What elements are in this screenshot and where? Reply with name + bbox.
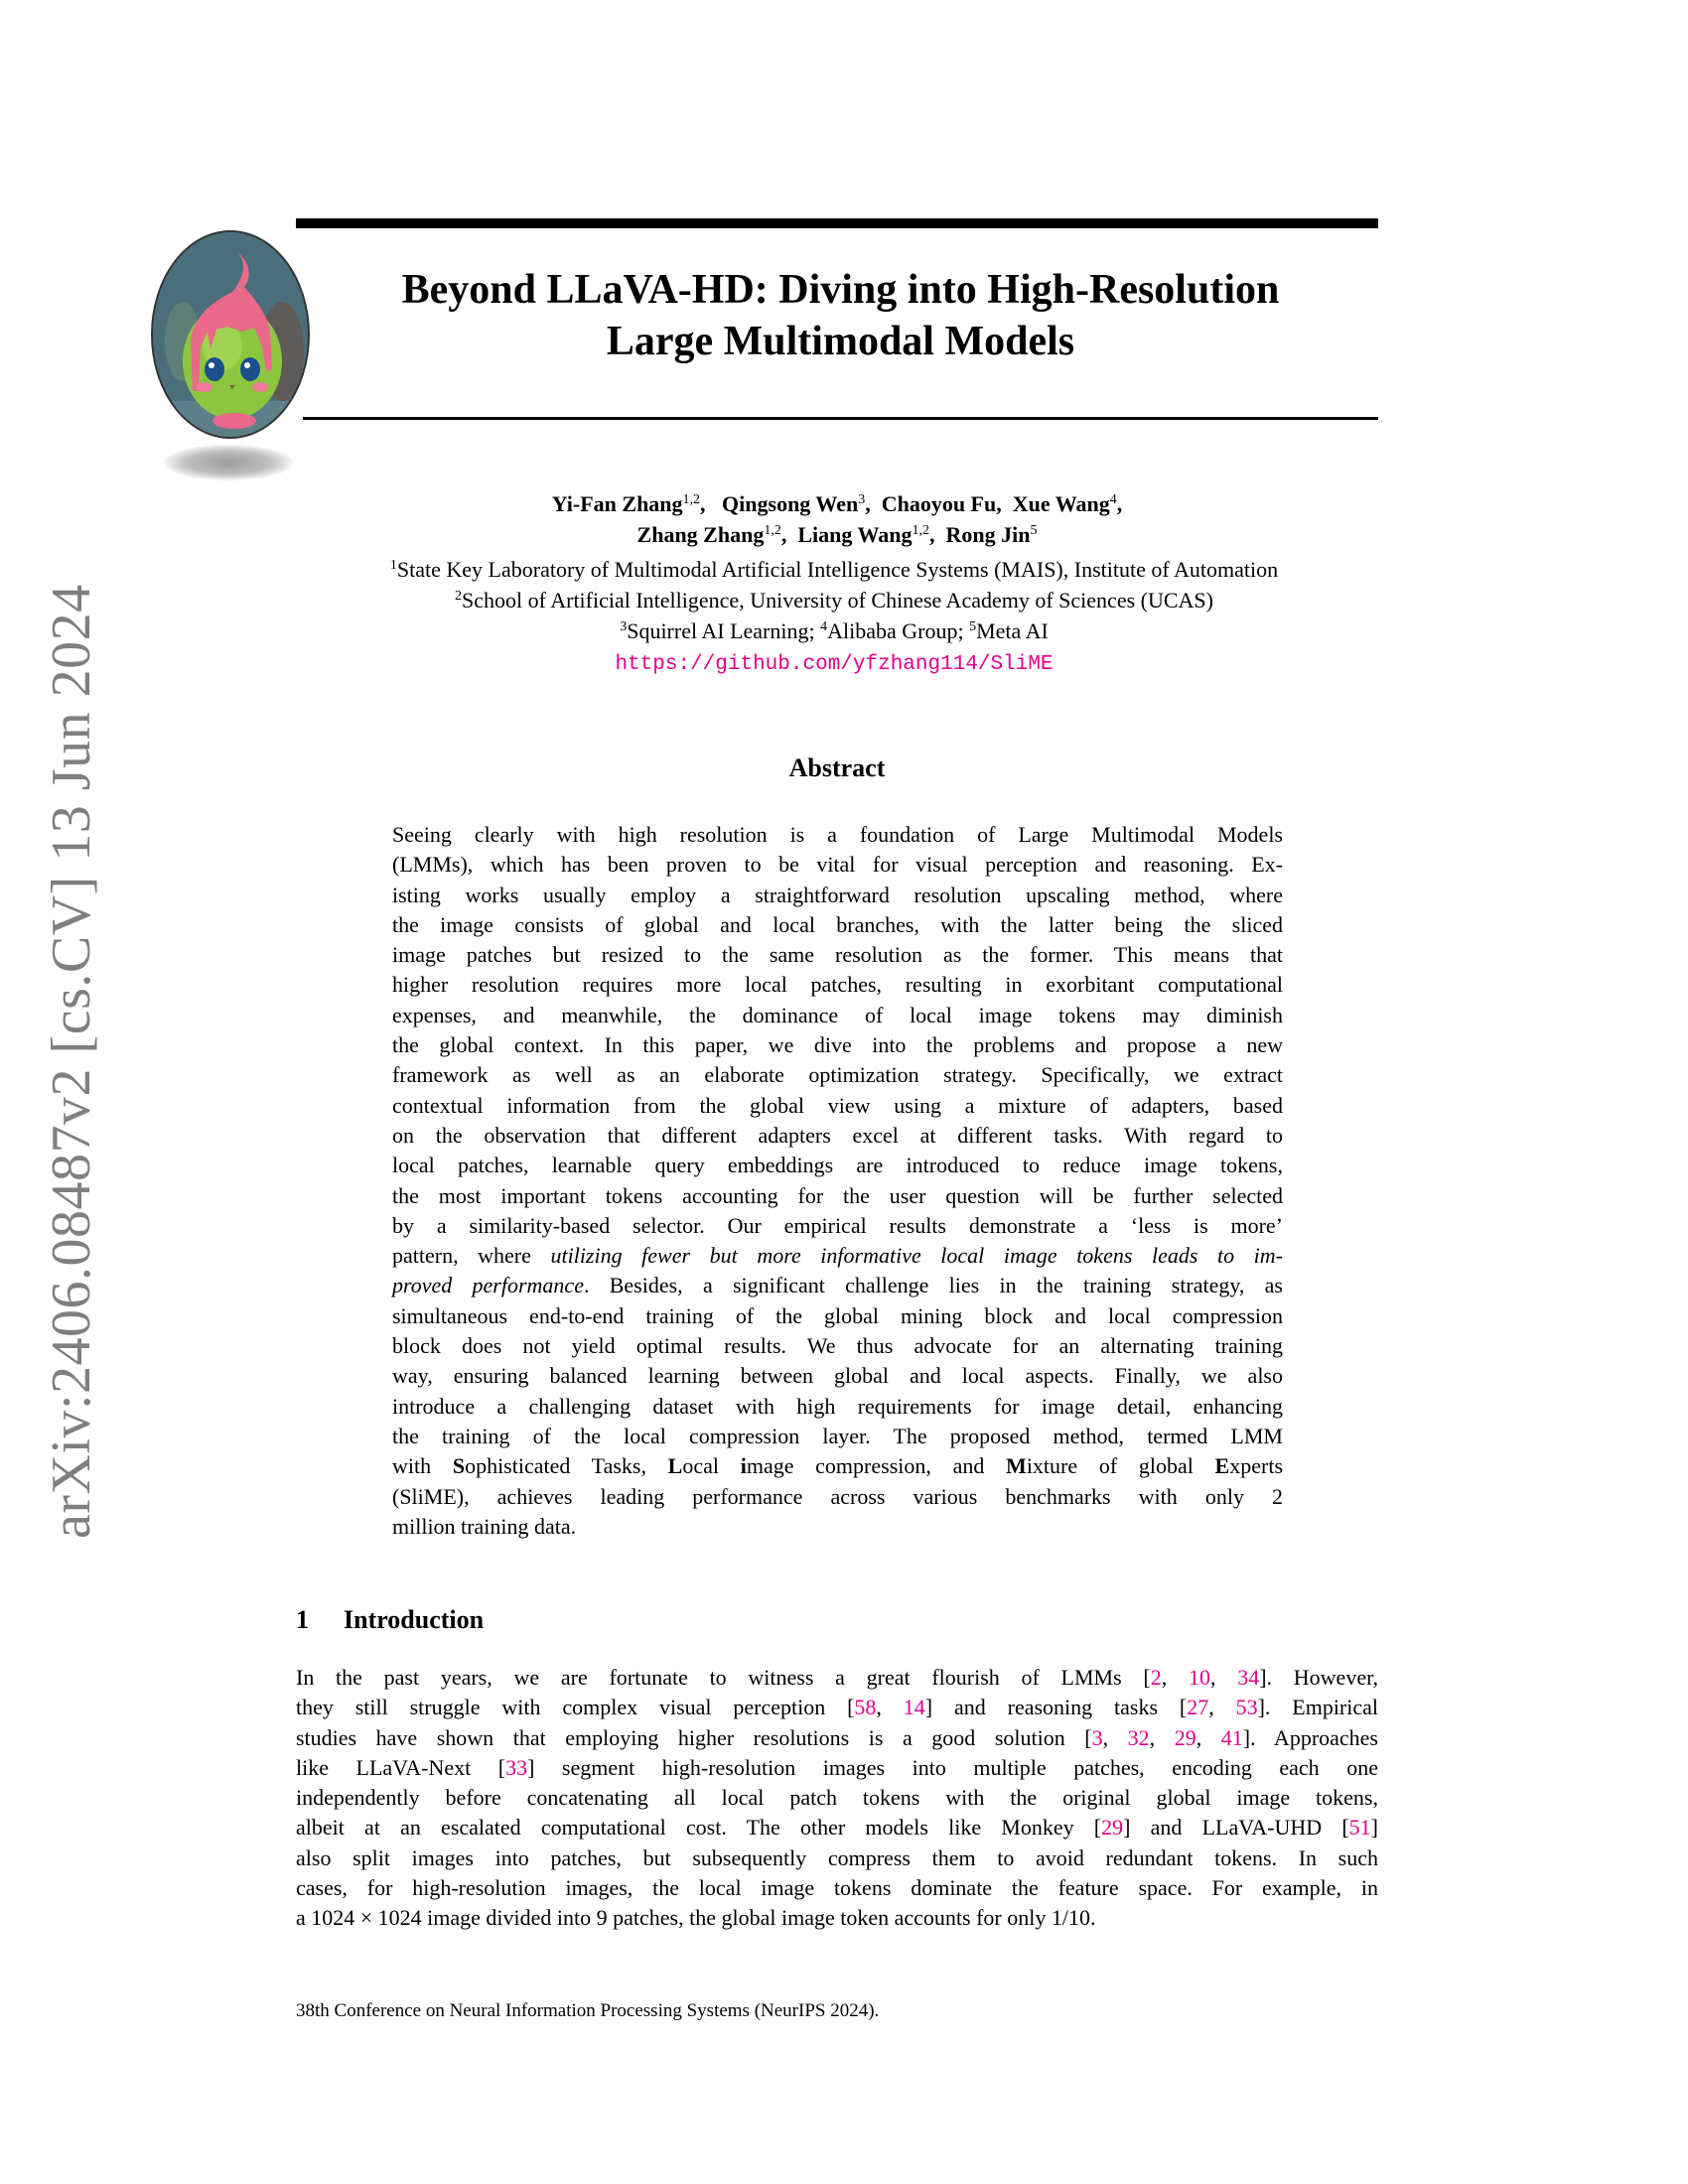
intro-line <box>296 1813 1378 1843</box>
abstract-line: by a similarity-based selector. Our empirical results demonstrate a ‘less is more’ <box>392 1212 1283 1238</box>
mascot-logo-image <box>151 230 310 439</box>
author-name: Chaoyou Fu <box>881 491 997 516</box>
author-affiliation-sup: 1,2 <box>764 523 781 538</box>
paper-title <box>303 264 1378 367</box>
intro-line <box>296 1723 1378 1753</box>
intro-text: studies have shown that employing higher resolutions is a good solution [ <box>296 1724 1092 1750</box>
intro-text: ] <box>1370 1815 1378 1841</box>
intro-text: albeit at an escalated computational cost. The other models like Monkey [ <box>296 1815 1102 1841</box>
affiliation-text: Alibaba Group; <box>827 618 970 643</box>
intro-line: cases, for high-resolution images, the local image tokens dominate the feature space. For example, in <box>296 1875 1378 1901</box>
abstract-line: framework as well as an elaborate optimization strategy. Specifically, we extract <box>392 1062 1283 1088</box>
acronym-letter: E <box>1214 1453 1230 1479</box>
citation-link[interactable]: 58 <box>854 1695 877 1720</box>
abstract-line <box>392 1271 1283 1300</box>
abstract-line: way, ensuring balanced learning between global and local aspects. Finally, we also <box>392 1363 1283 1389</box>
intro-text: , <box>1208 1695 1236 1720</box>
abstract-line: the training of the local compression layer. The proposed method, termed LMM <box>392 1423 1283 1448</box>
affiliation-sup: 2 <box>455 589 462 604</box>
affiliation-list <box>248 554 1420 680</box>
abstract-body <box>392 820 1283 1542</box>
abstract-line: higher resolution requires more local patches, resulting in exorbitant computational <box>392 972 1283 998</box>
intro-line <box>296 1663 1378 1693</box>
author-name: Liang Wang <box>797 522 913 547</box>
abstract-line: the image consists of global and local branches, with the latter being the sliced <box>392 911 1283 937</box>
intro-text: ] and LLaVA-UHD [ <box>1123 1815 1349 1841</box>
title-top-rule <box>296 218 1378 228</box>
abstract-text: ocal <box>682 1453 741 1479</box>
citation-link[interactable]: 41 <box>1220 1724 1243 1750</box>
author-affiliation-sup: 1,2 <box>912 523 929 538</box>
intro-text: , <box>1102 1724 1128 1750</box>
abstract-text: xperts <box>1229 1453 1283 1479</box>
intro-text: In the past years, we are fortunate to witness a great flourish of LMMs [ <box>296 1665 1151 1690</box>
citation-link[interactable]: 34 <box>1237 1665 1260 1690</box>
citation-link[interactable]: 53 <box>1235 1695 1258 1720</box>
citation-link[interactable]: 3 <box>1091 1724 1103 1750</box>
citation-link[interactable]: 27 <box>1187 1695 1209 1720</box>
title-bottom-rule <box>303 417 1378 420</box>
affiliation-text: State Key Laboratory of Multimodal Artificial Intelligence Systems (MAIS), Institute of Automation <box>396 557 1279 582</box>
citation-link[interactable]: 32 <box>1127 1724 1150 1750</box>
author-name: Zhang Zhang <box>636 522 765 547</box>
affiliation-sup: 3 <box>620 619 628 634</box>
author-name: Yi-Fan Zhang <box>551 491 683 516</box>
acronym-letter: M <box>1006 1453 1027 1479</box>
abstract-line: (SliME), achieves leading performance across various benchmarks with only 2 <box>392 1483 1283 1509</box>
intro-text: ]. However, <box>1259 1665 1379 1690</box>
intro-line: also split images into patches, but subsequently compress them to avoid redundant tokens. In such <box>296 1844 1378 1870</box>
intro-text: like LLaVA-Next [ <box>296 1754 506 1780</box>
abstract-line: on the observation that different adapters excel at different tasks. With regard to <box>392 1122 1283 1148</box>
abstract-text: mage compression, and <box>746 1453 1007 1479</box>
author-name: Rong Jin <box>945 522 1031 547</box>
citation-link[interactable]: 51 <box>1348 1815 1371 1841</box>
abstract-text: with <box>392 1453 453 1479</box>
section-number: 1 <box>296 1605 309 1634</box>
abstract-line: expenses, and meanwhile, the dominance of local image tokens may diminish <box>392 1002 1283 1027</box>
affiliation-text: Meta AI <box>976 618 1049 643</box>
acronym-letter: L <box>667 1453 683 1479</box>
abstract-line: local patches, learnable query embeddings are introduced to reduce image tokens, <box>392 1153 1283 1178</box>
intro-line <box>296 1753 1378 1783</box>
abstract-line: simultaneous end-to-end training of the global mining block and local compression <box>392 1302 1283 1328</box>
github-repo-link[interactable]: https://github.com/yfzhang114/SliME <box>615 653 1054 676</box>
citation-link[interactable]: 14 <box>903 1695 925 1720</box>
abstract-acronym-line <box>392 1451 1283 1481</box>
abstract-line <box>392 1241 1283 1271</box>
title-line-1: Beyond LLaVA-HD: Diving into High-Resolution <box>401 267 1280 313</box>
citation-link[interactable]: 2 <box>1150 1665 1162 1690</box>
abstract-line: isting works usually employ a straightforward resolution upscaling method, where <box>392 882 1283 907</box>
abstract-text: pattern, where <box>392 1243 551 1269</box>
citation-link[interactable]: 33 <box>505 1754 528 1780</box>
acronym-letter: i <box>740 1453 747 1479</box>
author-name: Xue Wang <box>1012 491 1110 516</box>
citation-link[interactable]: 29 <box>1174 1724 1196 1750</box>
intro-line <box>296 1693 1378 1722</box>
arxiv-identifier-stamp: arXiv:2406.08487v2 [cs.CV] 13 Jun 2024 <box>41 584 102 1539</box>
abstract-text: . Besides, a significant challenge lies in the training strategy, as <box>583 1273 1283 1298</box>
intro-text: , <box>876 1695 904 1720</box>
affiliation-sup: 5 <box>969 619 977 634</box>
author-affiliation-sup: 1,2 <box>682 492 701 507</box>
author-list <box>296 488 1378 550</box>
abstract-line: the global context. In this paper, we dive into the problems and propose a new <box>392 1032 1283 1058</box>
intro-text: ] segment high-resolution images into multiple patches, encoding each one <box>527 1754 1378 1780</box>
affiliation-text: Squirrel AI Learning; <box>627 618 821 643</box>
abstract-line: (LMMs), which has been proven to be vital for visual perception and reasoning. Ex- <box>392 852 1283 878</box>
author-name: Qingsong Wen <box>722 491 859 516</box>
abstract-text: ixture of global <box>1026 1453 1215 1479</box>
citation-link[interactable]: 10 <box>1188 1665 1210 1690</box>
abstract-emphasis: utilizing fewer but more informative local image tokens leads to im- <box>550 1243 1283 1269</box>
intro-text: ] and reasoning tasks [ <box>924 1695 1188 1720</box>
abstract-line: block does not yield optimal results. We thus advocate for an alternating training <box>392 1333 1283 1359</box>
affiliation-text: School of Artificial Intelligence, University of Chinese Academy of Sciences (UCAS) <box>462 588 1213 613</box>
intro-line: a 1024 × 1024 image divided into 9 patches, the global image token accounts for only 1/10. <box>296 1905 1096 1931</box>
affiliation-3-5 <box>248 615 1420 646</box>
abstract-heading: Abstract <box>788 753 886 782</box>
affiliation-sup: 4 <box>820 619 828 634</box>
author-affiliation-sup: 4 <box>1109 492 1117 507</box>
introduction-body <box>296 1663 1378 1934</box>
affiliation-1 <box>248 554 1420 585</box>
intro-text: ]. Empirical <box>1257 1695 1379 1720</box>
abstract-line: image patches but resized to the same resolution as the former. This means that <box>392 942 1283 968</box>
author-line-1: Yi-Fan Zhang$^{1,2}$, Qingsong Wen$^3$, Chaoyou Fu, Xue Wang$^4$, <box>551 491 1123 516</box>
abstract-line: million training data. <box>392 1513 577 1539</box>
intro-line: independently before concatenating all local patch tokens with the original global image tokens, <box>296 1785 1378 1811</box>
abstract-line: contextual information from the global view using a mixture of adapters, based <box>392 1092 1283 1118</box>
abstract-line: introduce a challenging dataset with high requirements for image detail, enhancing <box>392 1393 1283 1419</box>
affiliation-sup: 1 <box>389 558 397 573</box>
intro-text: , <box>1209 1665 1238 1690</box>
abstract-emphasis: proved performance <box>392 1273 584 1298</box>
author-affiliation-sup: 3 <box>858 492 866 507</box>
author-line-2: Zhang Zhang$^{1,2}$, Liang Wang$^{1,2}$, Rong Jin$^5$ <box>636 522 1038 547</box>
abstract-text: ophisticated Tasks, <box>465 1453 668 1479</box>
conference-footnote: 38th Conference on Neural Information Processing Systems (NeurIPS 2024). <box>296 2000 880 2021</box>
section-heading-introduction <box>296 1602 484 1638</box>
abstract-line: Seeing clearly with high resolution is a foundation of Large Multimodal Models <box>392 822 1283 847</box>
citation-link[interactable]: 29 <box>1101 1815 1124 1841</box>
author-affiliation-sup: 5 <box>1030 523 1038 538</box>
intro-text: they still struggle with complex visual perception [ <box>296 1695 855 1720</box>
mascot-shadow <box>164 445 293 480</box>
intro-text: , <box>1149 1724 1175 1750</box>
intro-text: , <box>1196 1724 1221 1750</box>
affiliation-2 <box>248 585 1420 615</box>
acronym-letter: S <box>452 1453 466 1479</box>
title-line-2: Large Multimodal Models <box>606 319 1075 364</box>
mascot-illustration-icon <box>153 232 308 437</box>
intro-text: ]. Approaches <box>1242 1724 1378 1750</box>
intro-text: , <box>1161 1665 1189 1690</box>
abstract-line: the most important tokens accounting for the user question will be further selected <box>392 1182 1283 1208</box>
section-title: Introduction <box>344 1605 485 1634</box>
